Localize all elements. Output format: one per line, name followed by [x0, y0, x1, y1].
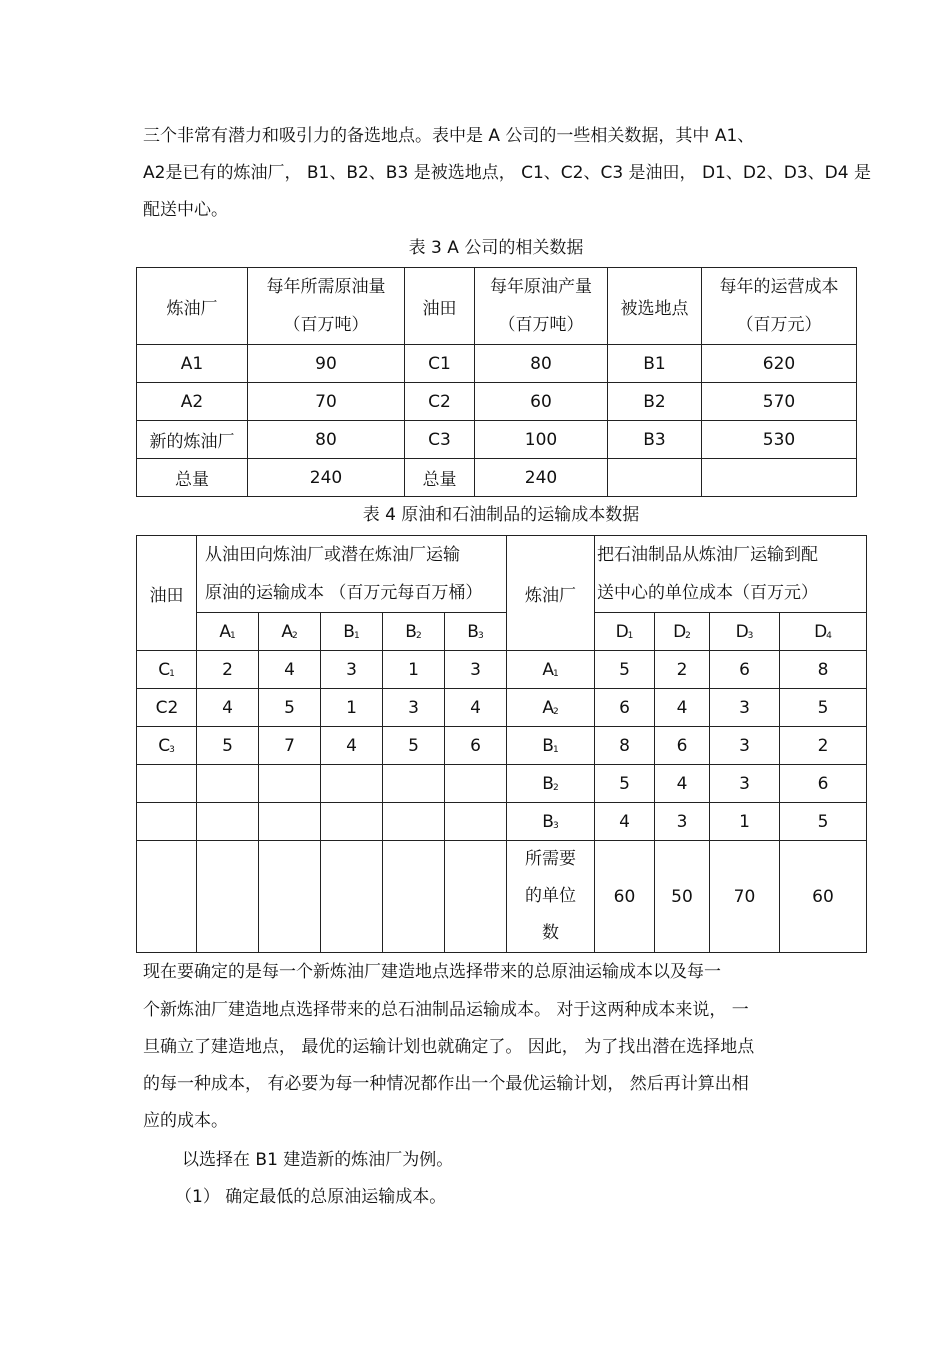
- table-cell: 6: [710, 651, 780, 689]
- table-cell: 90: [248, 345, 405, 383]
- table-cell: [608, 459, 702, 497]
- table-row: [137, 459, 857, 497]
- table-cell: [321, 803, 383, 841]
- table-cell: 5: [595, 765, 655, 803]
- table-cell: [445, 841, 507, 953]
- table-cell: 6: [595, 689, 655, 727]
- table-cell: [383, 803, 445, 841]
- table4-required-row: [137, 841, 867, 953]
- table-cell: 4: [655, 765, 710, 803]
- body-line-4: 的每一种成本， 有必要为每一种情况都作出一个最优运输计划， 然后再计算出相: [143, 1074, 749, 1094]
- table-cell: $C_3$: [137, 727, 197, 765]
- table-row: [137, 383, 857, 421]
- table-cell: 530: [702, 421, 857, 459]
- table4-col-a1: $A_1$: [197, 613, 259, 651]
- table-cell: 570: [702, 383, 857, 421]
- table-cell: 620: [702, 345, 857, 383]
- table4-col-d3: $D_3$: [710, 613, 780, 651]
- table-cell: 6: [445, 727, 507, 765]
- table4-header-product-cost: 把石油制品从炼油厂运输到配 送中心的单位成本（百万元）: [595, 536, 867, 613]
- table4-header-refinery: 炼油厂: [507, 536, 595, 651]
- table4-col-b2: $B_2$: [383, 613, 445, 651]
- table-cell: 8: [780, 651, 867, 689]
- table-cell: 4: [595, 803, 655, 841]
- table-cell: 3: [710, 765, 780, 803]
- table4-col-d2: $D_2$: [655, 613, 710, 651]
- table-cell: [702, 459, 857, 497]
- table-cell: 5: [595, 651, 655, 689]
- table-cell: [445, 765, 507, 803]
- table3-header-site: 被选地点: [608, 268, 702, 345]
- table-cell: 240: [248, 459, 405, 497]
- table4: [136, 535, 867, 953]
- table4-col-a2: $A_2$: [259, 613, 321, 651]
- table-cell: 4: [445, 689, 507, 727]
- table-cell: 5: [780, 689, 867, 727]
- table-cell: [137, 765, 197, 803]
- table-cell: 70: [710, 841, 780, 953]
- table-cell: [197, 841, 259, 953]
- body-line-7: （1） 确定最低的总原油运输成本。: [175, 1187, 447, 1207]
- table-cell: 总量: [137, 459, 248, 497]
- table-cell: 3: [710, 727, 780, 765]
- table3-header-row: [137, 268, 857, 345]
- table-cell: $B_1$: [507, 727, 595, 765]
- intro-line-1: 三个非常有潜力和吸引力的备选地点。表中是 A 公司的一些相关数据，其中 A1、: [143, 126, 755, 146]
- table-cell: [259, 765, 321, 803]
- table-cell: 6: [780, 765, 867, 803]
- table-cell: [383, 765, 445, 803]
- table-cell: 3: [321, 651, 383, 689]
- table-cell: 100: [475, 421, 608, 459]
- body-line-3: 旦确立了建造地点， 最优的运输计划也就确定了。 因此， 为了找出潜在选择地点: [143, 1037, 755, 1057]
- table4-header-crude-cost: 从油田向炼油厂或潜在炼油厂运输 原油的运输成本 （百万元每百万桶）: [197, 536, 507, 613]
- table4-subheader-row: [137, 613, 867, 651]
- table-cell: 60: [595, 841, 655, 953]
- table-cell: 4: [259, 651, 321, 689]
- table-cell: 6: [655, 727, 710, 765]
- table-cell: $A_2$: [507, 689, 595, 727]
- table4-col-d4: $D_4$: [780, 613, 867, 651]
- table-cell: B3: [608, 421, 702, 459]
- table-cell: [197, 765, 259, 803]
- table-cell: [445, 803, 507, 841]
- table-cell: 8: [595, 727, 655, 765]
- table-row: [137, 689, 867, 727]
- body-line-5: 应的成本。: [143, 1111, 228, 1131]
- table-cell: C1: [405, 345, 475, 383]
- table-cell: 240: [475, 459, 608, 497]
- table-cell: [259, 803, 321, 841]
- table-cell: 新的炼油厂: [137, 421, 248, 459]
- table-cell: 4: [321, 727, 383, 765]
- table-cell: $B_2$: [507, 765, 595, 803]
- table-cell: 5: [197, 727, 259, 765]
- table4-header-row: [137, 536, 867, 613]
- table-row: [137, 345, 857, 383]
- intro-line-3: 配送中心。: [143, 200, 228, 220]
- table-cell: [137, 841, 197, 953]
- table4-col-b1: $B_1$: [321, 613, 383, 651]
- table-cell: 2: [780, 727, 867, 765]
- table-cell: 3: [445, 651, 507, 689]
- table-row: [137, 765, 867, 803]
- table-cell: [321, 841, 383, 953]
- table-cell: 5: [383, 727, 445, 765]
- table3-header-cost: 每年的运营成本 （百万元）: [702, 268, 857, 345]
- table3-caption: 表 3 A 公司的相关数据: [408, 238, 584, 258]
- body-line-2: 个新炼油厂建造地点选择带来的总石油制品运输成本。 对于这两种成本来说， 一: [143, 1000, 749, 1020]
- table4-col-b3: $B_3$: [445, 613, 507, 651]
- body-line-1: 现在要确定的是每一个新炼油厂建造地点选择带来的总原油运输成本以及每一: [143, 962, 721, 982]
- table-cell: 7: [259, 727, 321, 765]
- table-cell: 1: [321, 689, 383, 727]
- table-row: [137, 651, 867, 689]
- body-line-6: 以选择在 B1 建造新的炼油厂为例。: [182, 1150, 454, 1170]
- table-cell: 80: [475, 345, 608, 383]
- table3-header-oilfield: 油田: [405, 268, 475, 345]
- table-cell: 70: [248, 383, 405, 421]
- table4-caption: 表 4 原油和石油制品的运输成本数据: [362, 505, 640, 525]
- table-cell: 5: [780, 803, 867, 841]
- table-cell: C2: [137, 689, 197, 727]
- table-row: [137, 727, 867, 765]
- table-cell: [259, 841, 321, 953]
- table-cell: 3: [383, 689, 445, 727]
- table4-header-oilfield: 油田: [137, 536, 197, 651]
- table-cell: 2: [197, 651, 259, 689]
- table-cell: [321, 765, 383, 803]
- table-cell: 3: [655, 803, 710, 841]
- table-cell: A2: [137, 383, 248, 421]
- table3-header-demand: 每年所需原油量 （百万吨）: [248, 268, 405, 345]
- table-cell: C3: [405, 421, 475, 459]
- table-cell: $C_1$: [137, 651, 197, 689]
- table-cell: 60: [780, 841, 867, 953]
- table-cell: 1: [383, 651, 445, 689]
- table-cell: B1: [608, 345, 702, 383]
- table-cell: 2: [655, 651, 710, 689]
- table-cell: C2: [405, 383, 475, 421]
- table-cell: A1: [137, 345, 248, 383]
- table-cell: 50: [655, 841, 710, 953]
- table-cell: [137, 803, 197, 841]
- table-cell: 1: [710, 803, 780, 841]
- table4-required-label: 所需要 的单位 数: [507, 841, 595, 953]
- table-cell: B2: [608, 383, 702, 421]
- table-cell: [383, 841, 445, 953]
- table3-header-output: 每年原油产量 （百万吨）: [475, 268, 608, 345]
- table-row: [137, 421, 857, 459]
- table4-col-d1: $D_1$: [595, 613, 655, 651]
- table-cell: 60: [475, 383, 608, 421]
- table3: [136, 267, 857, 497]
- table-cell: 5: [259, 689, 321, 727]
- table-cell: 4: [655, 689, 710, 727]
- table3-header-refinery: 炼油厂: [137, 268, 248, 345]
- table-row: [137, 803, 867, 841]
- intro-line-2: A2是已有的炼油厂， B1、B2、B3 是被选地点， C1、C2、C3 是油田， D1、D2、D3、D4 是: [143, 163, 871, 183]
- table-cell: $A_1$: [507, 651, 595, 689]
- table-cell: 总量: [405, 459, 475, 497]
- table-cell: $B_3$: [507, 803, 595, 841]
- table-cell: 4: [197, 689, 259, 727]
- table-cell: 80: [248, 421, 405, 459]
- table-cell: 3: [710, 689, 780, 727]
- table-cell: [197, 803, 259, 841]
